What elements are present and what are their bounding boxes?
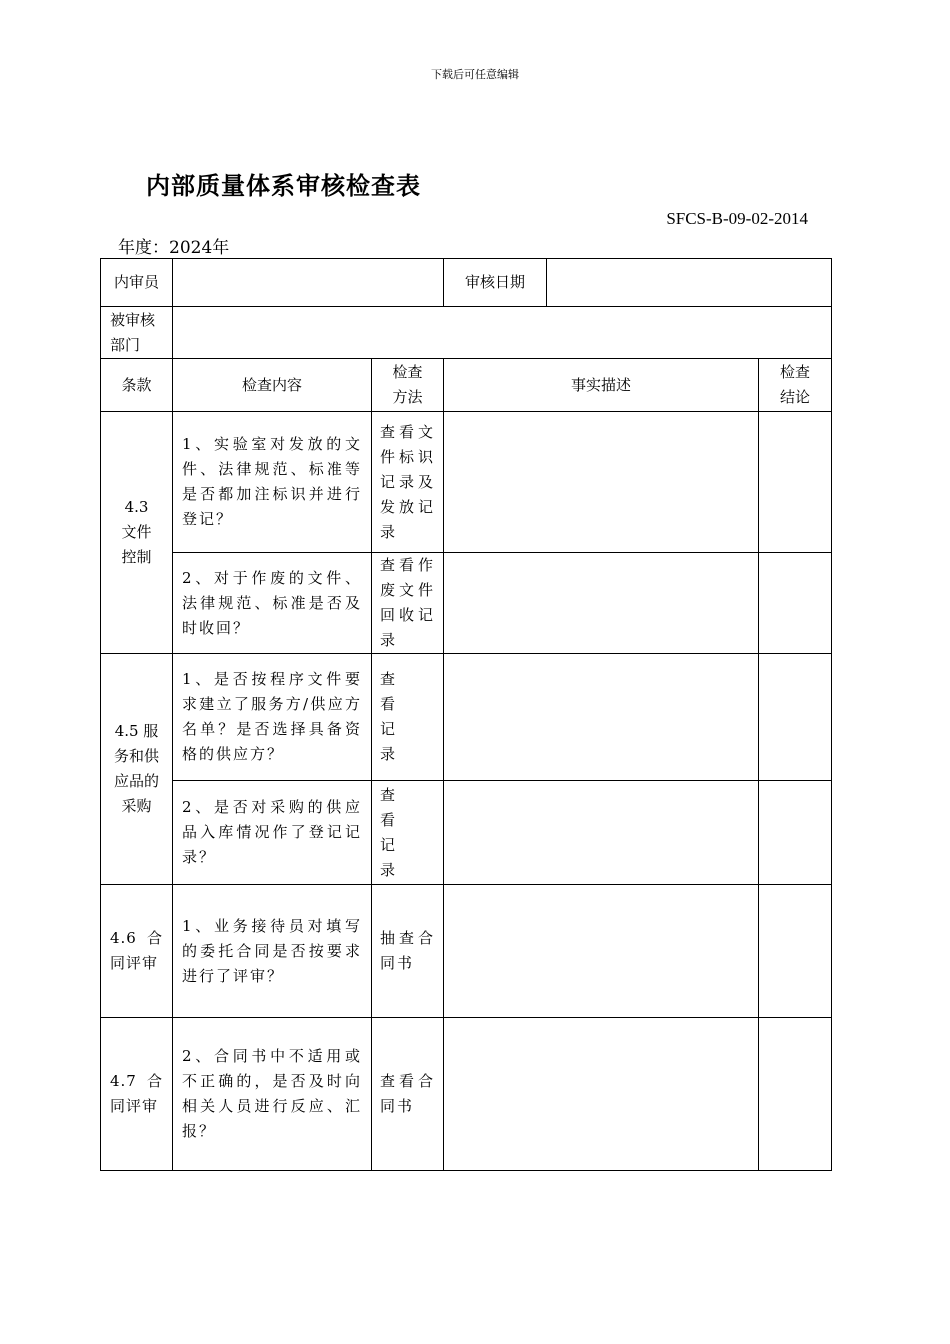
audit-checklist-table [100, 258, 832, 1171]
table-row [101, 412, 832, 553]
year-label: 年度：2024年 [118, 238, 230, 258]
check-method-cell: 抽查合同书 [372, 885, 444, 1018]
clause-cell: 4.3 文件控制 [101, 412, 173, 654]
facts-field[interactable] [444, 654, 759, 781]
page-title: 内部质量体系审核检查表 [146, 171, 421, 200]
col-header-clause: 条款 [101, 359, 173, 412]
col-header-conclusion: 检查结论 [759, 359, 832, 412]
conclusion-field[interactable] [759, 781, 832, 885]
auditor-label: 内审员 [101, 259, 173, 307]
check-content-cell: 1、是否按程序文件要求建立了服务方/供应方名单？是否选择具备资格的供应方？ [173, 654, 372, 781]
audit-date-label: 审核日期 [444, 259, 547, 307]
dept-field[interactable] [173, 307, 832, 359]
col-header-content: 检查内容 [173, 359, 372, 412]
header-note: 下载后可任意编辑 [431, 68, 519, 81]
check-content-cell: 2、对于作废的文件、法律规范、标准是否及时收回？ [173, 553, 372, 654]
dept-label: 被审核部门 [101, 307, 173, 359]
check-method-cell: 查看记录 [372, 654, 444, 781]
form-code: SFCS-B-09-02-2014 [666, 209, 808, 228]
facts-field[interactable] [444, 412, 759, 553]
clause-cell: 4.5 服务和供应品的采购 [101, 654, 173, 885]
info-row-dept [101, 307, 832, 359]
table-row [101, 781, 832, 885]
table-row [101, 654, 832, 781]
conclusion-field[interactable] [759, 553, 832, 654]
table-row [101, 1018, 832, 1171]
check-method-cell: 查看作废文件回收记录 [372, 553, 444, 654]
facts-field[interactable] [444, 553, 759, 654]
col-header-method: 检查方法 [372, 359, 444, 412]
column-header-row [101, 359, 832, 412]
info-row-auditor [101, 259, 832, 307]
check-method-cell: 查看文件标识记录及发放记录 [372, 412, 444, 553]
facts-field[interactable] [444, 1018, 759, 1171]
conclusion-field[interactable] [759, 654, 832, 781]
table-row [101, 885, 832, 1018]
check-method-cell: 查看记录 [372, 781, 444, 885]
col-header-facts: 事实描述 [444, 359, 759, 412]
auditor-field[interactable] [173, 259, 444, 307]
conclusion-field[interactable] [759, 885, 832, 1018]
table-row [101, 553, 832, 654]
check-content-cell: 1、业务接待员对填写的委托合同是否按要求进行了评审？ [173, 885, 372, 1018]
audit-date-field[interactable] [547, 259, 832, 307]
check-content-cell: 2、合同书中不适用或不正确的，是否及时向相关人员进行反应、汇报？ [173, 1018, 372, 1171]
facts-field[interactable] [444, 781, 759, 885]
check-content-cell: 1、实验室对发放的文件、法律规范、标准等是否都加注标识并进行登记？ [173, 412, 372, 553]
facts-field[interactable] [444, 885, 759, 1018]
check-content-cell: 2、是否对采购的供应品入库情况作了登记记录？ [173, 781, 372, 885]
conclusion-field[interactable] [759, 1018, 832, 1171]
clause-cell: 4.7 合同评审 [101, 1018, 173, 1171]
check-method-cell: 查看合同书 [372, 1018, 444, 1171]
clause-cell: 4.6 合同评审 [101, 885, 173, 1018]
conclusion-field[interactable] [759, 412, 832, 553]
